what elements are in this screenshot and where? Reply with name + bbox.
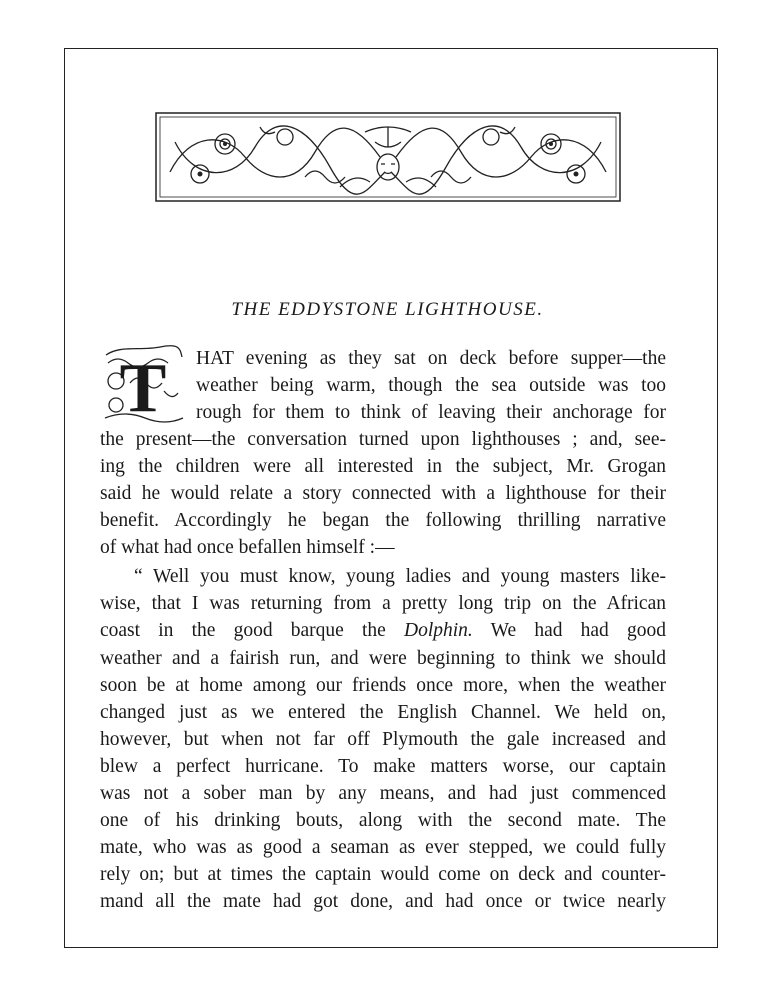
text-line: mand all the mate had got done, and had once or twice nearly xyxy=(100,891,666,912)
text-line: said he would relate a story connected with a lighthouse for their xyxy=(100,483,666,504)
text-line: the present—the conversation turned upon lighthouses ; and, see- xyxy=(100,429,666,450)
text-line: benefit. Accordingly he began the following thrilling narrative xyxy=(100,510,666,531)
line-text: coast in the good barque the xyxy=(100,620,405,641)
text-line: weather being warm, though the sea outside was too xyxy=(196,375,666,396)
text-line: of what had once befallen himself :— xyxy=(100,537,395,558)
svg-text:T: T xyxy=(119,350,167,423)
chapter-title: THE EDDYSTONE LIGHTHOUSE. xyxy=(231,299,544,320)
text-line: soon be at home among our friends once more, when the weather xyxy=(100,675,666,696)
text-line-ship xyxy=(100,618,666,645)
text-line: HAT evening as they sat on deck before supper—the xyxy=(196,348,666,369)
text-line: however, but when not far off Plymouth the gale increased and xyxy=(100,729,666,750)
text-line: “ Well you must know, young ladies and young masters like- xyxy=(134,566,666,587)
text-line: rely on; but at times the captain would come on deck and counter- xyxy=(100,864,666,885)
text-line: one of his drinking bouts, along with the second mate. The xyxy=(100,810,666,831)
ornamental-headpiece xyxy=(155,112,621,202)
line-text: We had had good xyxy=(472,620,666,641)
dropcap-initial xyxy=(100,343,186,423)
text-line: mate, who was as good a seaman as ever stepped, we could fully xyxy=(100,837,666,858)
text-line: ing the children were all interested in the subject, Mr. Grogan xyxy=(100,456,666,477)
text-line: was not a sober man by any means, and had just commenced xyxy=(100,783,666,804)
text-line: weather and a fairish run, and were beginning to think we should xyxy=(100,648,666,669)
text-line: blew a perfect hurricane. To make matters worse, our captain xyxy=(100,756,666,777)
text-line: changed just as we entered the English Channel. We held on, xyxy=(100,702,666,723)
text-line: wise, that I was returning from a pretty long trip on the African xyxy=(100,593,666,614)
text-line: rough for them to think of leaving their anchorage for xyxy=(196,402,666,423)
ship-name: Dolphin. xyxy=(404,620,473,641)
